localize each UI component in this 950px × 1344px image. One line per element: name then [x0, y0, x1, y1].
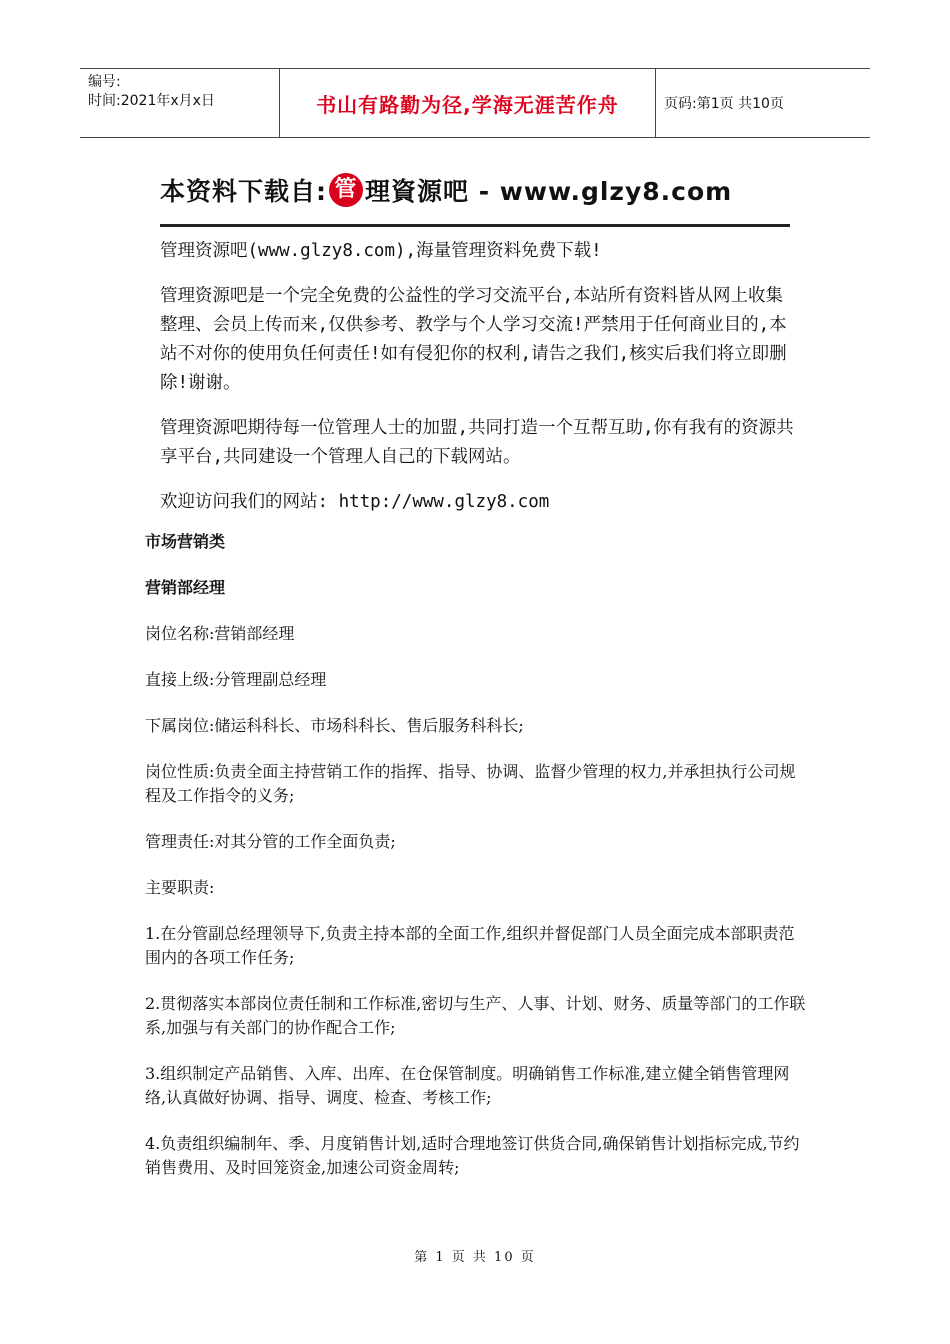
document-body — [145, 530, 810, 1202]
page-header-table — [80, 68, 870, 138]
section-heading: 营销部经理 — [145, 578, 226, 597]
paragraph: 主要职责: — [145, 878, 215, 897]
paragraph: 3.组织制定产品销售、入库、出库、在仓保管制度。明确销售工作标准,建立健全销售管理网络,认真做好协调、指导、调度、检查、考核工作; — [145, 1064, 790, 1107]
banner-title-prefix: 本资料下载自: — [160, 177, 327, 206]
source-banner — [160, 170, 795, 533]
page-footer: 第 1 页 共 10 页 — [414, 1250, 536, 1265]
banner-divider — [160, 224, 790, 227]
banner-paragraph-3: 管理资源吧期待每一位管理人士的加盟,共同打造一个互帮互助,你有我有的资源共享平台,共同建设一个管理人自己的下载网站。 — [160, 418, 794, 467]
paragraph: 4.负责组织编制年、季、月度销售计划,适时合理地签订供货合同,确保销售计划指标完成,节约销售费用、及时回笼资金,加速公司资金周转; — [145, 1134, 800, 1177]
document-time-label: 时间:2021年x月x日 — [88, 93, 215, 109]
paragraph: 2.贯彻落实本部岗位责任制和工作标准,密切与生产、人事、计划、财务、质量等部门的工作联系,加强与有关部门的协作配合工作; — [145, 994, 806, 1037]
category-heading: 市场营销类 — [145, 532, 226, 551]
paragraph: 下属岗位:储运科科长、市场科科长、售后服务科科长; — [145, 716, 524, 735]
header-motto: 书山有路勤为径,学海无涯苦作舟 — [280, 69, 656, 137]
paragraph: 直接上级:分管理副总经理 — [145, 670, 327, 689]
document-number-label: 编号: — [88, 74, 121, 90]
banner-text — [160, 237, 795, 517]
banner-line-4: 欢迎访问我们的网站: http://www.glzy8.com — [160, 492, 550, 512]
paragraph: 管理责任:对其分管的工作全面负责; — [145, 832, 396, 851]
paragraph: 岗位性质:负责全面主持营销工作的指挥、指导、协调、监督少管理的权力,并承担执行公司规程及工作指令的义务; — [145, 762, 796, 805]
site-logo-icon: 管 — [329, 173, 363, 207]
banner-title — [160, 170, 795, 210]
header-page-info: 页码:第1页 共10页 — [664, 96, 784, 112]
banner-paragraph-2: 管理资源吧是一个完全免费的公益性的学习交流平台,本站所有资料皆从网上收集整理、会员上传而来,仅供参考、教学与个人学习交流!严禁用于任何商业目的,本站不对你的使用负任何责任!如有侵犯你的权利,请告之我们,核实后我们将立即删除!谢谢。 — [160, 286, 787, 393]
paragraph: 1.在分管副总经理领导下,负责主持本部的全面工作,组织并督促部门人员全面完成本部职责范围内的各项工作任务; — [145, 924, 795, 967]
paragraph: 岗位名称:营销部经理 — [145, 624, 295, 643]
banner-title-suffix: 理資源吧 - www.glzy8.com — [365, 177, 733, 206]
header-meta — [80, 69, 280, 137]
banner-line-1: 管理资源吧(www.glzy8.com),海量管理资料免费下载! — [160, 241, 602, 261]
